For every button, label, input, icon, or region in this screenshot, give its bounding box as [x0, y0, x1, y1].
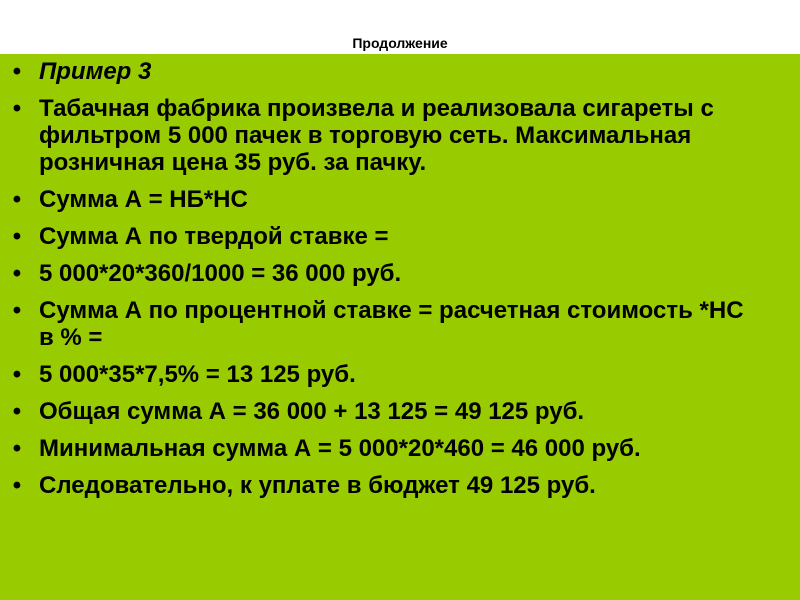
- list-item-percent-rate-label: [0, 297, 800, 351]
- list-item-text: Следовательно, к уплате в бюджет 49 125 руб.: [39, 472, 596, 499]
- list-item-percent-rate-calc: [0, 361, 800, 388]
- bullet-icon: •: [12, 361, 22, 388]
- list-item-formula: [0, 186, 800, 213]
- list-item-text: Табачная фабрика произвела и реализовала сигареты с фильтром 5 000 пачек в торговую сеть. Максимальная розничная цена 35 руб. за пачку.: [39, 95, 714, 176]
- list-item-minimum-sum: [0, 435, 800, 462]
- list-item-fixed-rate-label: [0, 223, 800, 250]
- list-item-text: 5 000*20*360/1000 = 36 000 руб.: [39, 260, 402, 287]
- bullet-icon: •: [12, 95, 22, 122]
- list-item-total-sum: [0, 398, 800, 425]
- bullet-icon: •: [12, 472, 22, 499]
- bullet-list: [0, 58, 800, 509]
- list-item-text: Сумма А по процентной ставке = расчетная стоимость *НС в % =: [39, 297, 744, 351]
- list-item-conclusion: [0, 472, 800, 499]
- content-panel: [0, 54, 800, 600]
- list-item-text: Минимальная сумма А = 5 000*20*460 = 46 000 руб.: [39, 435, 641, 462]
- bullet-icon: •: [12, 223, 22, 250]
- bullet-icon: •: [12, 398, 22, 425]
- bullet-icon: •: [12, 58, 22, 85]
- list-item-text: 5 000*35*7,5% = 13 125 руб.: [39, 361, 356, 388]
- bullet-icon: •: [12, 260, 22, 287]
- list-item-fixed-rate-calc: [0, 260, 800, 287]
- list-item-problem-statement: [0, 95, 800, 176]
- list-item-text: Общая сумма А = 36 000 + 13 125 = 49 125 руб.: [39, 398, 585, 425]
- list-item-text: Пример 3: [39, 58, 152, 85]
- list-item-text: Сумма А по твердой ставке =: [39, 223, 389, 250]
- list-item-text: Сумма А = НБ*НС: [39, 186, 248, 213]
- bullet-icon: •: [12, 297, 22, 324]
- bullet-icon: •: [12, 435, 22, 462]
- bullet-icon: •: [12, 186, 22, 213]
- list-item-example-heading: [0, 58, 800, 85]
- slide-title: Продолжение: [352, 35, 448, 51]
